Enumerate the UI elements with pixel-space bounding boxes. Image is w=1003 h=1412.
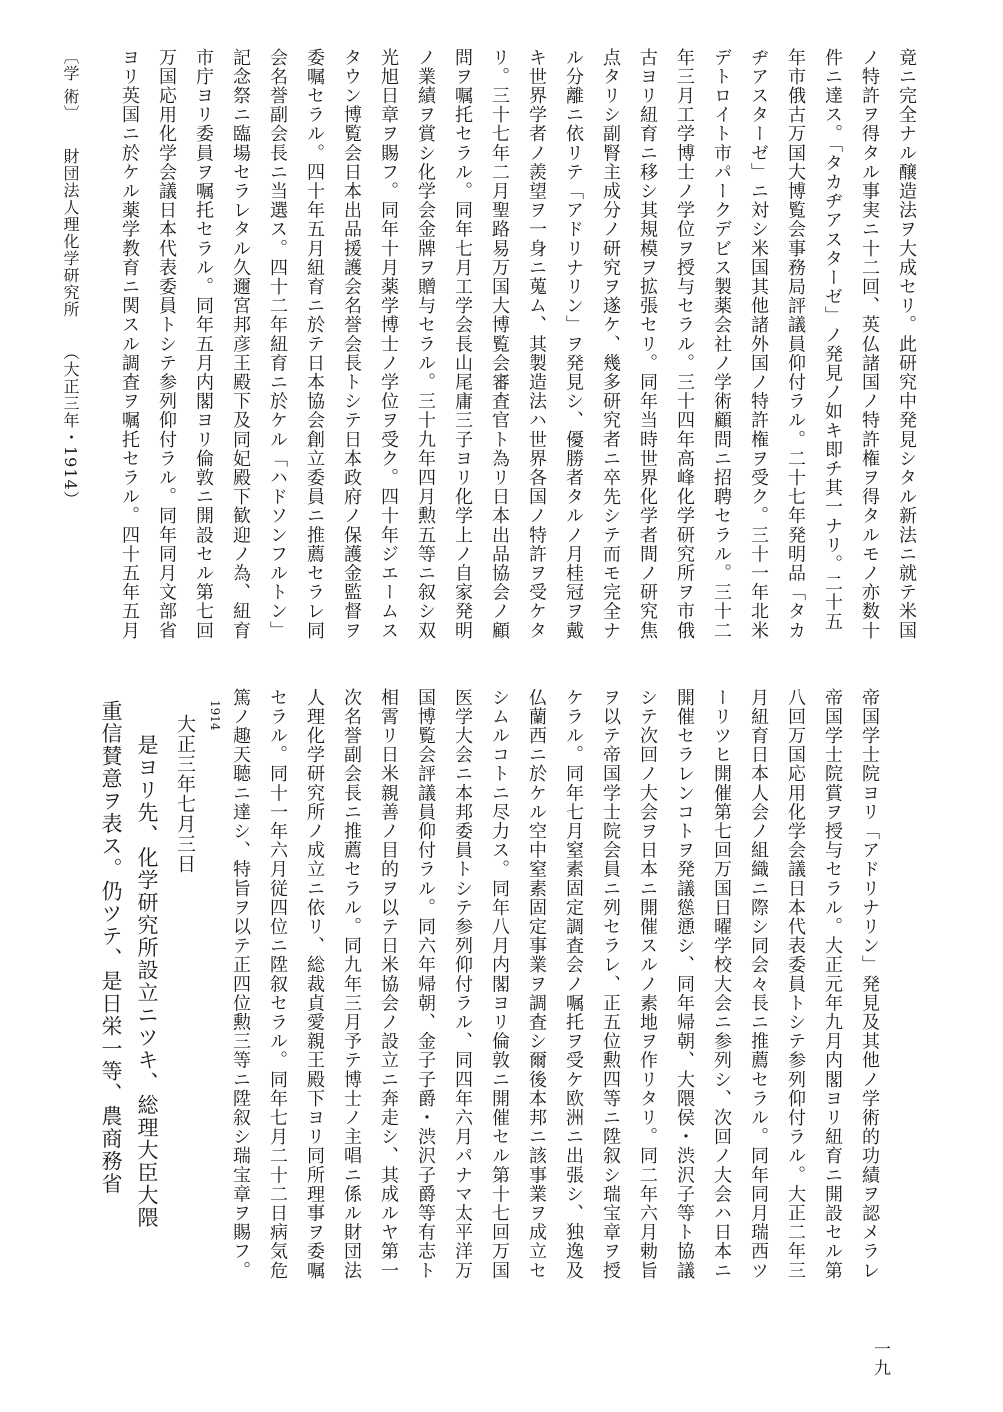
entry-line: 是ヨリ先、化学研究所設立ニツキ、総理大臣大隈 [135,734,159,1229]
entry-date: 大正三年七月三日 [174,714,196,874]
text-column: 帝国学士院ヨリ「アドリナリン」発見及其他ノ学術的功績ヲ認メラレ [859,688,880,1281]
text-column: ノ業績ヲ賞シ化学会金牌ヲ贈与セラル。三十九年四月勲五等ニ叙シ双 [415,48,436,641]
header-era: （大正三年・1914） [61,344,80,508]
text-column: ヲ以テ帝国学士院会員ニ列セラレ、正五位勲四等ニ陞叙シ瑞宝章ヲ授 [600,688,621,1281]
entry-line: 重信賛意ヲ表ス。仍ツテ、是日栄一等、農商務省 [99,700,123,1195]
text-column: 人理化学研究所ノ成立ニ依リ、総裁貞愛親王殿下ヨリ同所理事ヲ委嘱 [304,688,325,1281]
text-column: 八回万国応用化学会議日本代表委員トシテ参列仰付ラル。大正二年三 [785,688,806,1281]
running-header [52,48,89,508]
text-column: 開催セラレンコトヲ発議慫慂シ、同年帰朝、大隈侯・渋沢子等ト協議 [674,688,695,1281]
text-column: デトロイト市パークデビス製薬会社ノ学術顧問ニ招聘セラル。三十二 [711,48,732,641]
header-organization: 財団法人理化学研究所 [61,148,80,319]
text-column: 次名誉副会長ニ推薦セラル。同九年三月予テ博士ノ主唱ニ係ル財団法 [341,688,362,1281]
text-column: 竟ニ完全ナル醸造法ヲ大成セリ。此研究中発見シタル新法ニ就テ米国 [896,48,917,641]
text-column: ル分離ニ依リテ「アドリナリン」ヲ発見シ、優勝者タルノ月桂冠ヲ戴 [563,48,584,641]
text-column: 記念祭ニ臨場セラレタル久邇宮邦彦王殿下及同妃殿下歓迎ノ為、紐育 [230,48,251,641]
entry-year: 1914 [208,700,222,731]
text-column: 年市俄古万国大博覧会事務局評議員仰付ラル。二十七年発明品「タカ [785,48,806,641]
page-number: 一九 [870,1340,890,1378]
text-column: ヂアスターゼ」ニ対シ米国其他諸外国ノ特許権ヲ受ク。三十一年北米 [748,48,769,641]
text-column: 万国応用化学会議日本代表委員トシテ参列仰付ラル。同年同月文部省 [156,48,177,641]
text-column: 問ヲ嘱托セラル。同年七月工学会長山尾庸三子ヨリ化学上ノ自家発明 [452,48,473,641]
text-column: 帝国学士院賞ヲ授与セラル。大正元年九月内閣ヨリ紐育ニ開設セル第 [822,688,843,1281]
text-column: キ世界学者ノ羨望ヲ一身ニ蒐ム、其製造法ハ世界各国ノ特許ヲ受ケタ [526,48,547,641]
text-column: 医学大会ニ本邦委員トシテ参列仰付ラル、同四年六月パナマ太平洋万 [452,688,473,1281]
text-column: 光旭日章ヲ賜フ。同年十月薬学博士ノ学位ヲ受ク。四十年ジエームス [378,48,399,641]
dated-entry [93,700,225,1229]
header-section: 〔学 術〕 [61,48,80,123]
text-column: 委嘱セラル。四十年五月紐育ニ於テ日本協会創立委員ニ推薦セラレ同 [304,48,325,641]
text-column: 古ヨリ紐育ニ移シ其規模ヲ拡張セリ。同年当時世界化学者間ノ研究焦 [637,48,658,641]
text-column: 篤ノ趣天聴ニ達シ、特旨ヲ以テ正四位勲三等ニ陞叙シ瑞宝章ヲ賜フ。 [230,688,251,1281]
text-column: 国博覧会評議員仰付ラル。同六年帰朝、金子子爵・渋沢子爵等有志ト [415,688,436,1281]
text-column: 点タリシ副腎主成分ノ研究ヲ遂ケ、幾多研究者ニ卒先シテ而モ完全ナ [600,48,621,641]
text-column: セラル。同十一年六月従四位ニ陞叙セラル。同年七月二十二日病気危 [267,688,288,1281]
top-text-block [111,48,925,640]
text-column: 仏蘭西ニ於ケル空中窒素固定事業ヲ調査シ爾後本邦ニ該事業ヲ成立セ [526,688,547,1281]
text-column: 市庁ヨリ委員ヲ嘱托セラル。同年五月内閣ヨリ倫敦ニ開設セル第七回 [193,48,214,641]
text-column: ノ特許ヲ得タル事実ニ十二回、英仏諸国ノ特許権ヲ得タルモノ亦数十 [859,48,880,641]
text-column: 相霄リ日米親善ノ目的ヲ以テ日米協会ノ設立ニ奔走シ、其成ルヤ第一 [378,688,399,1281]
text-column: 月紐育日本人会ノ組織ニ際シ同会々長ニ推薦セラル。同年同月瑞西ツ [748,688,769,1281]
text-column: シテ次回ノ大会ヲ日本ニ開催スルノ素地ヲ作リタリ。同二年六月勅旨 [637,688,658,1281]
text-column: リ。三十七年二月聖路易万国大博覧会審査官ト為リ日本出品協会ノ顧 [489,48,510,641]
text-column: ーリツヒ開催第七回万国日曜学校大会ニ参列シ、次回ノ大会ハ日本ニ [711,688,732,1281]
text-column: シムルコトニ尽力ス。同年八月内閣ヨリ倫敦ニ開催セル第十七回万国 [489,688,510,1281]
bottom-text-block [222,688,888,1280]
text-column: ケラル。同年七月窒素固定調査会ノ嘱托ヲ受ケ欧洲ニ出張シ、独逸及 [563,688,584,1281]
text-column: 年三月工学博士ノ学位ヲ授与セラル。三十四年高峰化学研究所ヲ市俄 [674,48,695,641]
text-column: ヨリ英国ニ於ケル薬学教育ニ関スル調査ヲ嘱托セラル。四十五年五月 [119,48,140,641]
text-column: 会名誉副会長ニ当選ス。四十二年紐育ニ於ケル「ハドソンフルトン」 [267,48,288,641]
text-column: 件ニ達ス。「タカヂアスターゼ」ノ発見ノ如キ即チ其一ナリ。二十五 [822,48,843,632]
text-column: タウン博覧会日本出品援護会名誉会長トシテ日本政府ノ保護金監督ヲ [341,48,362,641]
